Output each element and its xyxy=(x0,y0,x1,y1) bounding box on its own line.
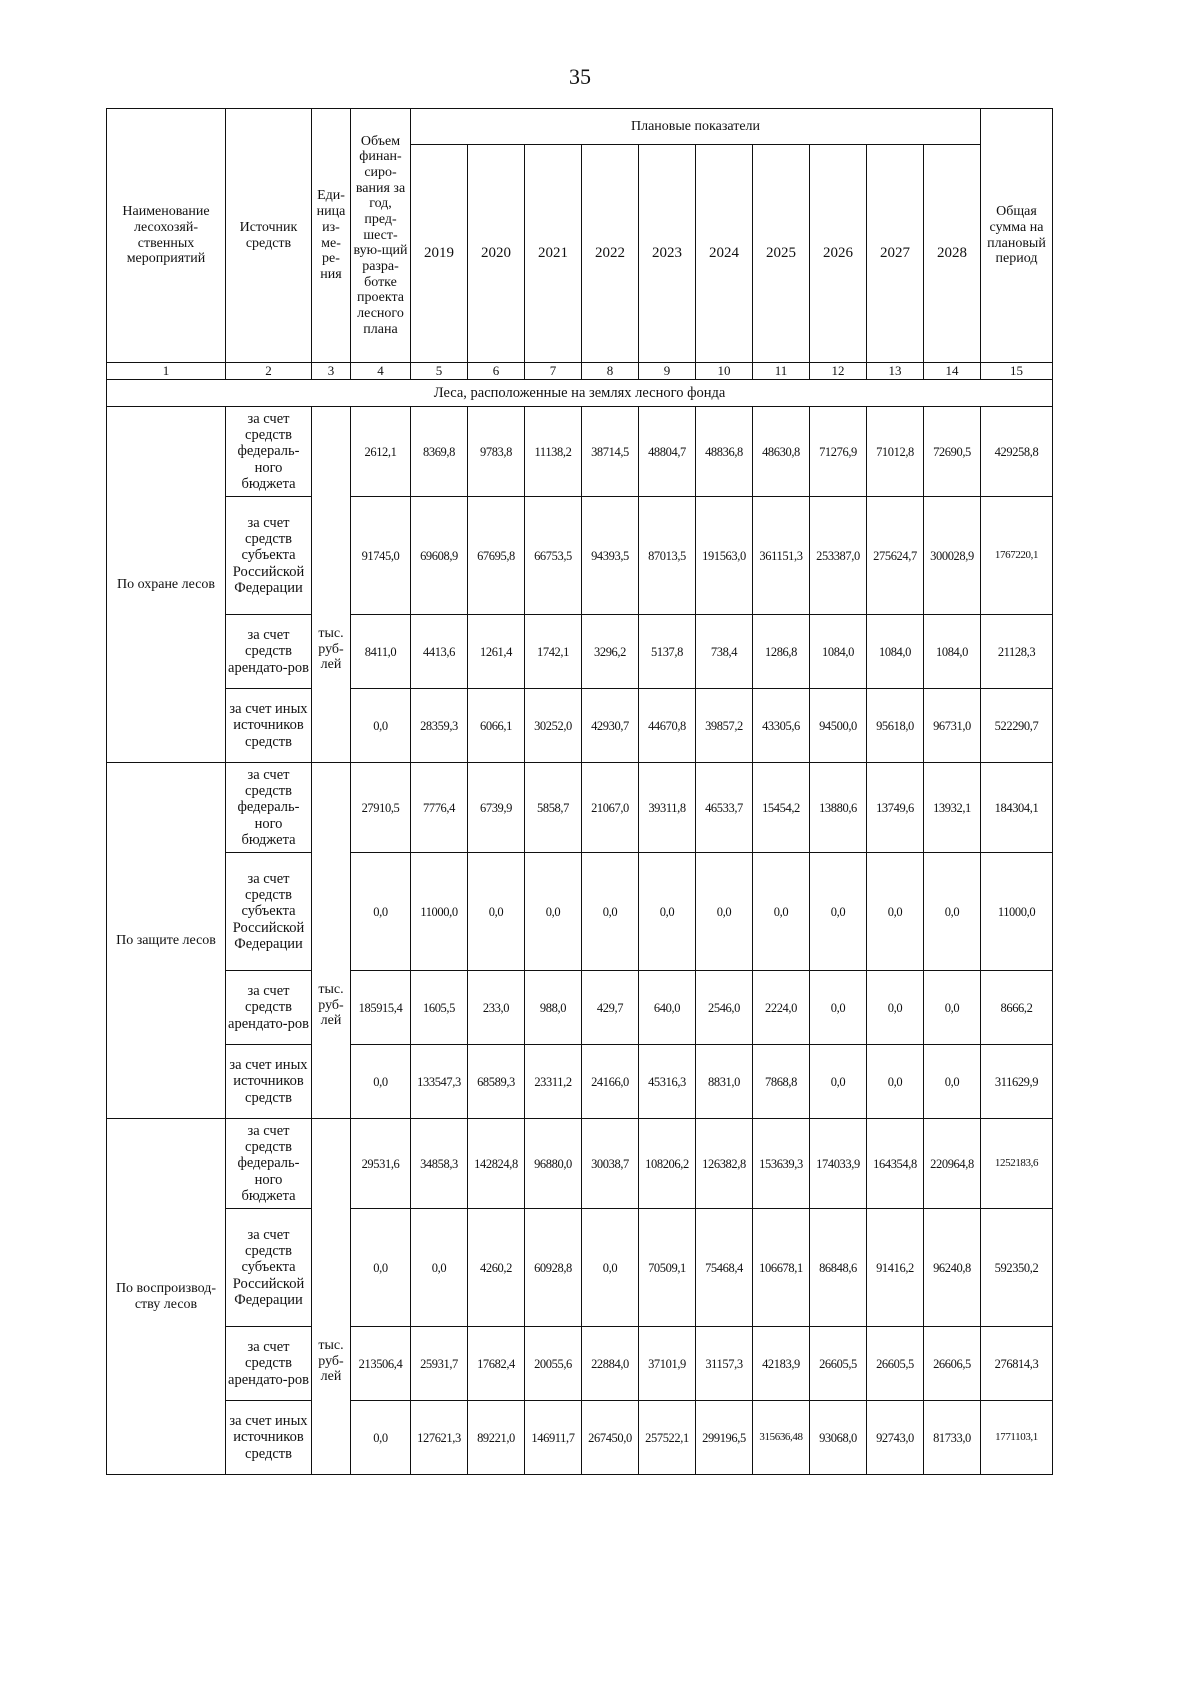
value-cell: 0,0 xyxy=(924,1045,981,1119)
value-cell: 27910,5 xyxy=(351,763,411,853)
header-year: 2021 xyxy=(525,145,582,363)
value-cell: 6739,9 xyxy=(468,763,525,853)
value-cell: 8411,0 xyxy=(351,615,411,689)
column-number: 10 xyxy=(696,363,753,380)
column-number: 4 xyxy=(351,363,411,380)
header-year: 2024 xyxy=(696,145,753,363)
value-cell: 91416,2 xyxy=(867,1209,924,1327)
value-cell: 96731,0 xyxy=(924,689,981,763)
forest-plan-table xyxy=(106,108,1053,1475)
value-cell: 126382,8 xyxy=(696,1119,753,1209)
value-cell: 429,7 xyxy=(582,971,639,1045)
value-cell: 0,0 xyxy=(867,1045,924,1119)
value-cell: 45316,3 xyxy=(639,1045,696,1119)
header-unit: Еди-ница из-ме-ре-ния xyxy=(312,109,351,363)
funding-source: за счет средств субъекта Российской Федерации xyxy=(226,497,312,615)
value-cell: 0,0 xyxy=(351,1045,411,1119)
unit-of-measure: тыс. руб-лей xyxy=(312,763,351,1119)
activity-name: По охране лесов xyxy=(107,407,226,763)
value-cell: 70509,1 xyxy=(639,1209,696,1327)
funding-source: за счет средств субъекта Российской Федерации xyxy=(226,853,312,971)
value-cell: 257522,1 xyxy=(639,1401,696,1475)
value-cell: 133547,3 xyxy=(411,1045,468,1119)
value-cell: 0,0 xyxy=(696,853,753,971)
value-cell: 31157,3 xyxy=(696,1327,753,1401)
value-cell: 60928,8 xyxy=(525,1209,582,1327)
header-year: 2028 xyxy=(924,145,981,363)
value-cell: 67695,8 xyxy=(468,497,525,615)
header-year: 2022 xyxy=(582,145,639,363)
value-cell: 738,4 xyxy=(696,615,753,689)
value-cell: 127621,3 xyxy=(411,1401,468,1475)
table-row xyxy=(107,1209,1053,1327)
table-row xyxy=(107,407,1053,497)
value-cell: 1605,5 xyxy=(411,971,468,1045)
value-cell: 640,0 xyxy=(639,971,696,1045)
column-number: 7 xyxy=(525,363,582,380)
value-cell: 0,0 xyxy=(468,853,525,971)
value-cell: 24166,0 xyxy=(582,1045,639,1119)
value-cell: 1771103,1 xyxy=(981,1401,1053,1475)
value-cell: 44670,8 xyxy=(639,689,696,763)
value-cell: 164354,8 xyxy=(867,1119,924,1209)
header-year: 2025 xyxy=(753,145,810,363)
value-cell: 2612,1 xyxy=(351,407,411,497)
funding-source: за счет иных источников средств xyxy=(226,1401,312,1475)
value-cell: 8831,0 xyxy=(696,1045,753,1119)
value-cell: 1261,4 xyxy=(468,615,525,689)
value-cell: 26605,5 xyxy=(810,1327,867,1401)
header-total: Общая сумма на плановый период xyxy=(981,109,1053,363)
table-row xyxy=(107,1401,1053,1475)
value-cell: 29531,6 xyxy=(351,1119,411,1209)
value-cell: 299196,5 xyxy=(696,1401,753,1475)
value-cell: 87013,5 xyxy=(639,497,696,615)
value-cell: 1286,8 xyxy=(753,615,810,689)
value-cell: 86848,6 xyxy=(810,1209,867,1327)
value-cell: 38714,5 xyxy=(582,407,639,497)
value-cell: 95618,0 xyxy=(867,689,924,763)
funding-source: за счет иных источников средств xyxy=(226,689,312,763)
value-cell: 48836,8 xyxy=(696,407,753,497)
funding-source: за счет средств федераль-ного бюджета xyxy=(226,763,312,853)
value-cell: 5137,8 xyxy=(639,615,696,689)
value-cell: 92743,0 xyxy=(867,1401,924,1475)
column-number: 3 xyxy=(312,363,351,380)
value-cell: 300028,9 xyxy=(924,497,981,615)
value-cell: 0,0 xyxy=(351,1401,411,1475)
table-row xyxy=(107,763,1053,853)
value-cell: 0,0 xyxy=(351,853,411,971)
value-cell: 17682,4 xyxy=(468,1327,525,1401)
value-cell: 37101,9 xyxy=(639,1327,696,1401)
value-cell: 68589,3 xyxy=(468,1045,525,1119)
value-cell: 28359,3 xyxy=(411,689,468,763)
value-cell: 22884,0 xyxy=(582,1327,639,1401)
value-cell: 30252,0 xyxy=(525,689,582,763)
header-year: 2026 xyxy=(810,145,867,363)
column-number: 5 xyxy=(411,363,468,380)
column-number: 11 xyxy=(753,363,810,380)
value-cell: 21128,3 xyxy=(981,615,1053,689)
value-cell: 13880,6 xyxy=(810,763,867,853)
header-year: 2027 xyxy=(867,145,924,363)
column-number: 13 xyxy=(867,363,924,380)
value-cell: 89221,0 xyxy=(468,1401,525,1475)
value-cell: 5858,7 xyxy=(525,763,582,853)
column-number: 14 xyxy=(924,363,981,380)
value-cell: 26605,5 xyxy=(867,1327,924,1401)
value-cell: 42183,9 xyxy=(753,1327,810,1401)
column-number: 12 xyxy=(810,363,867,380)
value-cell: 3296,2 xyxy=(582,615,639,689)
column-number: 2 xyxy=(226,363,312,380)
value-cell: 71012,8 xyxy=(867,407,924,497)
value-cell: 8369,8 xyxy=(411,407,468,497)
value-cell: 2224,0 xyxy=(753,971,810,1045)
value-cell: 153639,3 xyxy=(753,1119,810,1209)
value-cell: 25931,7 xyxy=(411,1327,468,1401)
activity-name: По защите лесов xyxy=(107,763,226,1119)
funding-source: за счет средств федераль-ного бюджета xyxy=(226,407,312,497)
value-cell: 0,0 xyxy=(867,853,924,971)
value-cell: 1767220,1 xyxy=(981,497,1053,615)
column-number: 15 xyxy=(981,363,1053,380)
value-cell: 66753,5 xyxy=(525,497,582,615)
value-cell: 39857,2 xyxy=(696,689,753,763)
value-cell: 7776,4 xyxy=(411,763,468,853)
header-prev-volume: Объем финан-сиро-вания за год, пред-шест-вую-щий разра-ботке проекта лесного плана xyxy=(351,109,411,363)
value-cell: 21067,0 xyxy=(582,763,639,853)
value-cell: 1084,0 xyxy=(867,615,924,689)
value-cell: 43305,6 xyxy=(753,689,810,763)
value-cell: 0,0 xyxy=(525,853,582,971)
value-cell: 315636,48 xyxy=(753,1401,810,1475)
funding-source: за счет средств арендато-ров xyxy=(226,971,312,1045)
value-cell: 0,0 xyxy=(351,689,411,763)
value-cell: 1084,0 xyxy=(810,615,867,689)
value-cell: 13932,1 xyxy=(924,763,981,853)
value-cell: 522290,7 xyxy=(981,689,1053,763)
value-cell: 0,0 xyxy=(924,853,981,971)
value-cell: 94500,0 xyxy=(810,689,867,763)
value-cell: 1084,0 xyxy=(924,615,981,689)
value-cell: 0,0 xyxy=(867,971,924,1045)
column-number: 1 xyxy=(107,363,226,380)
value-cell: 191563,0 xyxy=(696,497,753,615)
value-cell: 81733,0 xyxy=(924,1401,981,1475)
value-cell: 0,0 xyxy=(411,1209,468,1327)
funding-source: за счет средств арендато-ров xyxy=(226,1327,312,1401)
value-cell: 11138,2 xyxy=(525,407,582,497)
activity-name: По воспроизвод-ству лесов xyxy=(107,1119,226,1475)
funding-source: за счет средств субъекта Российской Федерации xyxy=(226,1209,312,1327)
value-cell: 6066,1 xyxy=(468,689,525,763)
value-cell: 184304,1 xyxy=(981,763,1053,853)
value-cell: 0,0 xyxy=(351,1209,411,1327)
value-cell: 9783,8 xyxy=(468,407,525,497)
value-cell: 96240,8 xyxy=(924,1209,981,1327)
value-cell: 267450,0 xyxy=(582,1401,639,1475)
column-number: 9 xyxy=(639,363,696,380)
value-cell: 988,0 xyxy=(525,971,582,1045)
value-cell: 185915,4 xyxy=(351,971,411,1045)
section-title: Леса, расположенные на землях лесного фонда xyxy=(107,380,1053,407)
table-row xyxy=(107,497,1053,615)
value-cell: 0,0 xyxy=(753,853,810,971)
column-number: 8 xyxy=(582,363,639,380)
table-row xyxy=(107,1119,1053,1209)
value-cell: 94393,5 xyxy=(582,497,639,615)
table-row xyxy=(107,689,1053,763)
value-cell: 1252183,6 xyxy=(981,1119,1053,1209)
column-number: 6 xyxy=(468,363,525,380)
funding-source: за счет средств арендато-ров xyxy=(226,615,312,689)
value-cell: 42930,7 xyxy=(582,689,639,763)
value-cell: 0,0 xyxy=(810,853,867,971)
value-cell: 20055,6 xyxy=(525,1327,582,1401)
value-cell: 0,0 xyxy=(639,853,696,971)
value-cell: 23311,2 xyxy=(525,1045,582,1119)
value-cell: 30038,7 xyxy=(582,1119,639,1209)
value-cell: 1742,1 xyxy=(525,615,582,689)
value-cell: 8666,2 xyxy=(981,971,1053,1045)
value-cell: 11000,0 xyxy=(411,853,468,971)
header-activity: Наименование лесохозяй-ственных мероприятий xyxy=(107,109,226,363)
value-cell: 146911,7 xyxy=(525,1401,582,1475)
page-number: 35 xyxy=(569,64,591,89)
funding-source: за счет иных источников средств xyxy=(226,1045,312,1119)
value-cell: 220964,8 xyxy=(924,1119,981,1209)
table-row xyxy=(107,615,1053,689)
value-cell: 11000,0 xyxy=(981,853,1053,971)
value-cell: 0,0 xyxy=(810,1045,867,1119)
value-cell: 106678,1 xyxy=(753,1209,810,1327)
value-cell: 275624,7 xyxy=(867,497,924,615)
table-row xyxy=(107,1045,1053,1119)
value-cell: 592350,2 xyxy=(981,1209,1053,1327)
value-cell: 91745,0 xyxy=(351,497,411,615)
value-cell: 108206,2 xyxy=(639,1119,696,1209)
value-cell: 361151,3 xyxy=(753,497,810,615)
value-cell: 142824,8 xyxy=(468,1119,525,1209)
value-cell: 15454,2 xyxy=(753,763,810,853)
table-row xyxy=(107,1327,1053,1401)
value-cell: 75468,4 xyxy=(696,1209,753,1327)
value-cell: 48630,8 xyxy=(753,407,810,497)
funding-source: за счет средств федераль-ного бюджета xyxy=(226,1119,312,1209)
value-cell: 0,0 xyxy=(582,1209,639,1327)
header-year: 2019 xyxy=(411,145,468,363)
value-cell: 2546,0 xyxy=(696,971,753,1045)
value-cell: 0,0 xyxy=(924,971,981,1045)
header-planned: Плановые показатели xyxy=(411,109,981,145)
value-cell: 429258,8 xyxy=(981,407,1053,497)
unit-of-measure: тыс. руб-лей xyxy=(312,1119,351,1475)
value-cell: 311629,9 xyxy=(981,1045,1053,1119)
value-cell: 276814,3 xyxy=(981,1327,1053,1401)
header-source: Источник средств xyxy=(226,109,312,363)
value-cell: 46533,7 xyxy=(696,763,753,853)
value-cell: 174033,9 xyxy=(810,1119,867,1209)
unit-of-measure: тыс. руб-лей xyxy=(312,407,351,763)
value-cell: 4260,2 xyxy=(468,1209,525,1327)
table-row xyxy=(107,853,1053,971)
value-cell: 72690,5 xyxy=(924,407,981,497)
value-cell: 39311,8 xyxy=(639,763,696,853)
value-cell: 4413,6 xyxy=(411,615,468,689)
value-cell: 233,0 xyxy=(468,971,525,1045)
value-cell: 71276,9 xyxy=(810,407,867,497)
value-cell: 0,0 xyxy=(582,853,639,971)
header-year: 2023 xyxy=(639,145,696,363)
value-cell: 253387,0 xyxy=(810,497,867,615)
header-year: 2020 xyxy=(468,145,525,363)
value-cell: 213506,4 xyxy=(351,1327,411,1401)
table-row xyxy=(107,971,1053,1045)
value-cell: 96880,0 xyxy=(525,1119,582,1209)
value-cell: 0,0 xyxy=(810,971,867,1045)
value-cell: 13749,6 xyxy=(867,763,924,853)
value-cell: 26606,5 xyxy=(924,1327,981,1401)
value-cell: 48804,7 xyxy=(639,407,696,497)
value-cell: 93068,0 xyxy=(810,1401,867,1475)
value-cell: 34858,3 xyxy=(411,1119,468,1209)
value-cell: 69608,9 xyxy=(411,497,468,615)
value-cell: 7868,8 xyxy=(753,1045,810,1119)
